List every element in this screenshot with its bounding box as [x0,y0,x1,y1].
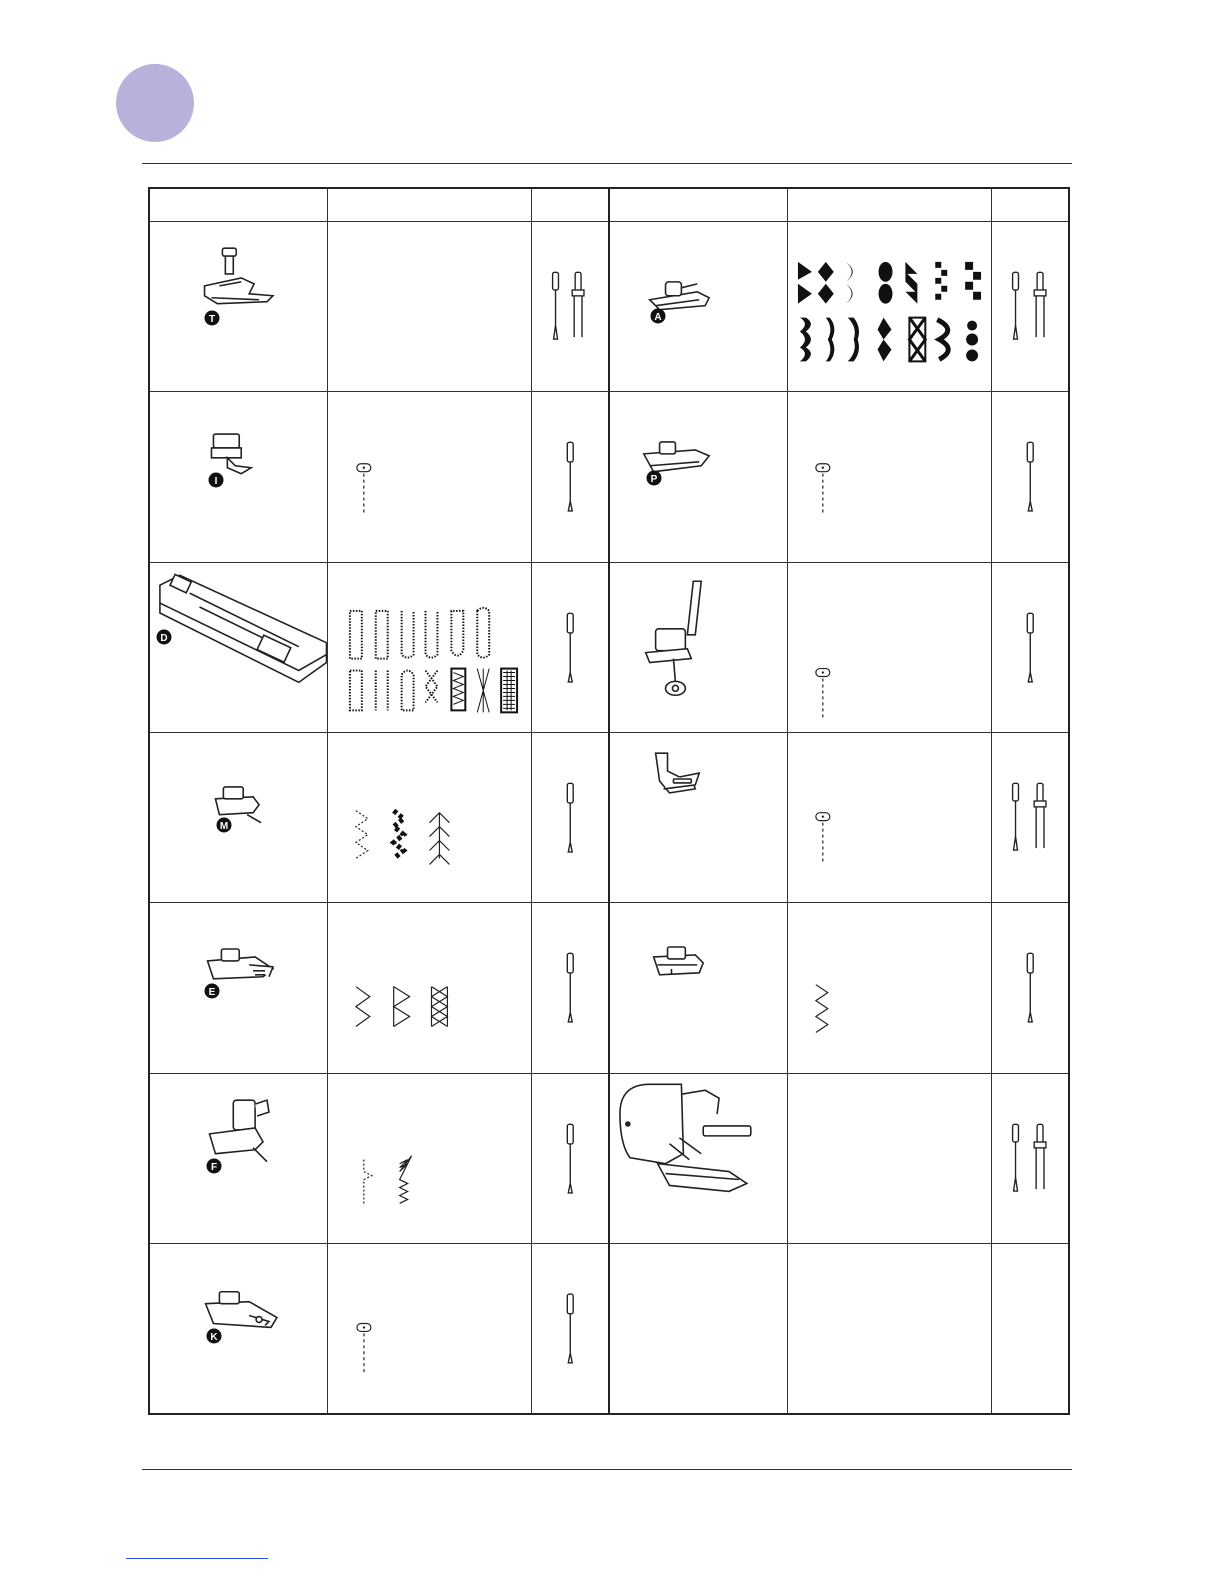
quarter-inch-foot-p-icon [610,392,787,561]
single-needle-icon [532,903,609,1072]
foot-cell [609,222,787,392]
single-needle-icon [532,392,609,561]
foot-letter-badge [646,470,662,486]
footer-rule [142,1469,1072,1470]
needle-cell [531,1073,609,1243]
foot-letter-badge [206,1158,222,1174]
foot-letter: I [214,476,218,488]
foot-letter: P [650,474,658,486]
foot-letter-badge [204,310,220,326]
presser-foot-t-icon [150,222,327,391]
stitch-cell [787,903,991,1073]
foot-cell [149,562,327,732]
stitch-cell [327,222,531,392]
single-needle-icon [992,903,1069,1072]
presser-foot-chart [148,187,1070,1415]
header-cell-needle [531,188,609,222]
single-needle-icon [532,1074,609,1243]
stitch-cell [787,733,991,903]
foot-letter-badge [208,472,224,488]
table-row [149,222,1069,392]
needle-cell [531,222,609,392]
straight-stitch-icon [788,733,991,902]
rolled-hem-foot-k-icon [150,1244,327,1413]
needle-cell [991,903,1069,1073]
needle-cell [991,222,1069,392]
needle-cell [531,733,609,903]
single-and-twin-needle-icon [992,222,1069,391]
single-needle-icon [532,1244,609,1413]
stitch-cell [327,1244,531,1414]
blind-hem-foot-f-icon [150,1074,327,1243]
needle-cell [531,392,609,562]
cording-foot-icon [610,733,787,902]
needle-cell [991,562,1069,732]
foot-letter: F [210,1161,218,1173]
needle-cell [991,392,1069,562]
single-and-twin-needle-icon [992,733,1069,902]
foot-letter-badge [156,629,172,645]
single-and-twin-needle-icon [532,222,609,391]
table-row [149,903,1069,1073]
overedge-foot-m-icon [150,733,327,902]
stitch-cell [787,222,991,392]
table-row [149,1244,1069,1414]
foot-cell [609,562,787,732]
needle-cell [991,733,1069,903]
straight-stitch-icon [788,563,991,732]
stitch-cell [327,733,531,903]
satin-foot-a-icon [610,222,787,391]
foot-cell [149,392,327,562]
foot-letter: D [160,632,168,644]
decorative-satin-stitches-icon [788,222,991,391]
stitch-cell [787,562,991,732]
button-sewing-foot-icon [610,903,787,1072]
table-row [149,392,1069,562]
darning-foot-icon [610,563,787,732]
table-row [149,562,1069,732]
header-cell-foot [609,188,787,222]
buttonhole-stitches-icon [328,563,531,732]
overcasting-foot-e-icon [150,903,327,1072]
stitch-cell [327,392,531,562]
foot-letter: K [210,1332,218,1344]
header-cell-foot [149,188,327,222]
single-needle-icon [532,563,609,732]
foot-letter-badge [650,308,666,324]
table-row [149,733,1069,903]
foot-letter: A [654,312,662,324]
foot-letter: E [208,987,216,999]
footer-link-underline[interactable] [126,1558,268,1559]
foot-cell [609,733,787,903]
foot-cell [609,903,787,1073]
foot-cell [609,1073,787,1243]
zipper-foot-i-icon [150,392,327,561]
needle-cell [991,1244,1069,1414]
single-needle-icon [532,733,609,902]
buttonhole-foot-d-icon [150,563,327,732]
needle-cell [531,903,609,1073]
table-row [149,1073,1069,1243]
foot-letter-badge [216,817,232,833]
foot-letter-badge [206,1328,222,1344]
stitch-cell [787,1073,991,1243]
walking-foot-icon [610,1074,787,1243]
foot-cell [149,733,327,903]
straight-stitch-icon [328,392,531,561]
stitch-cell [787,392,991,562]
needle-cell [531,562,609,732]
foot-cell [609,392,787,562]
single-needle-icon [992,392,1069,561]
straight-stitch-icon [328,1244,531,1413]
needle-cell [531,1244,609,1414]
header-cell-stitch [327,188,531,222]
zigzag-stitches-icon [328,903,531,1072]
single-and-twin-needle-icon [992,1074,1069,1243]
overcasting-stitches-icon [328,733,531,902]
foot-cell [149,222,327,392]
foot-letter: T [208,314,216,326]
straight-stitch-icon [788,392,991,561]
foot-letter: M [219,821,229,833]
stitch-cell [327,1073,531,1243]
foot-cell [149,903,327,1073]
zigzag-stitch-icon [788,903,991,1072]
blind-hem-stitches-icon [328,1074,531,1243]
foot-cell [149,1244,327,1414]
chapter-marker [116,64,194,142]
stitch-cell [327,903,531,1073]
stitch-cell [787,1244,991,1414]
needle-cell [991,1073,1069,1243]
foot-cell [609,1244,787,1414]
header-cell-stitch [787,188,991,222]
header-cell-needle [991,188,1069,222]
stitch-cell [327,562,531,732]
foot-letter-badge [204,983,220,999]
foot-cell [149,1073,327,1243]
single-needle-icon [992,563,1069,732]
header-rule [142,163,1072,164]
chart-header-row [149,188,1069,222]
